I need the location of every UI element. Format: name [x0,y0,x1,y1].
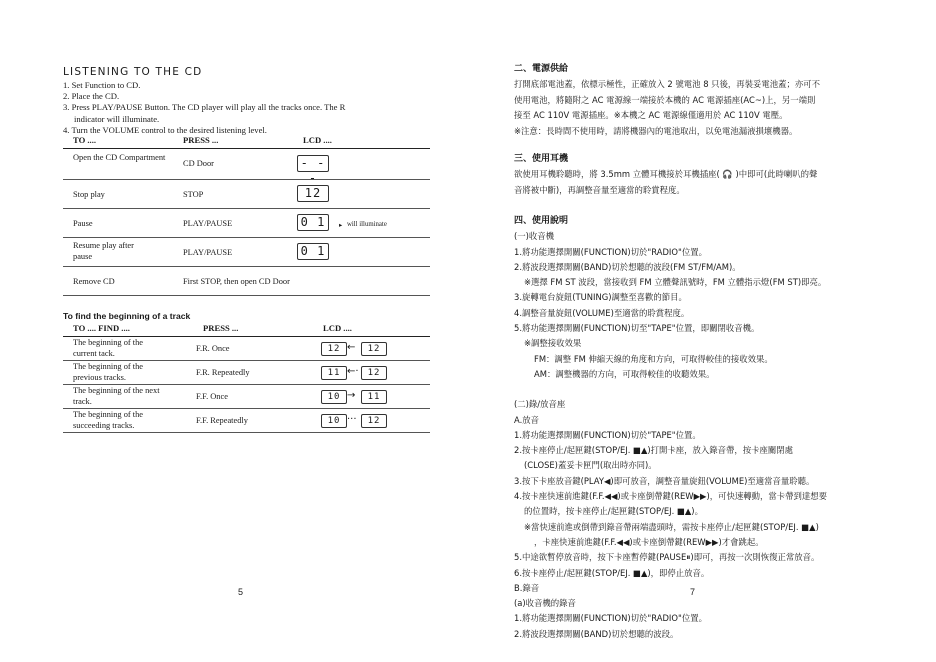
step-3: 3. Press PLAY/PAUSE Button. The CD player will play all the tracks once. The R [63,102,346,113]
table-header [63,135,430,149]
col-press: PRESS ... [203,323,239,333]
step-1: 1. Set Function to CD. [63,80,141,90]
row-press: First STOP, then open CD Door [183,277,290,286]
row-press: PLAY/PAUSE [183,219,233,228]
power-section [514,62,876,139]
text-line: B.錄音 [514,582,540,593]
section-title: 二、電源供給 [514,64,569,74]
text-line: A.放音 [514,414,539,425]
text-line: 6.按卡座停止/起匣鍵(STOP/EJ. ■▲)，即停止放音。 [514,567,710,578]
row-press: CD Door [183,159,214,168]
text-line: 4.調整音量旋鈕(VOLUME)至適當的聆賞程度。 [514,307,690,318]
text-line: 1.將功能選擇開關(FUNCTION)切於"RADIO"位置。 [514,613,707,624]
table-row [63,409,430,433]
text-line: (一)收音機 [514,231,555,242]
row-press: PLAY/PAUSE [183,248,233,257]
cd-operations-table [63,135,430,296]
text-line: 2.按卡座停止/起匣鍵(STOP/EJ. ■▲)打開卡座，放入錄音帶，按卡座關閉處 [514,445,794,456]
row-to: Pause [73,219,93,228]
text-line: ，卡座快速前進鍵(F.F.◀◀)或卡座倒帶鍵(REW▶▶)才會跳起。 [534,536,764,547]
text-line: 打開底部電池蓋，依標示極性，正確放入 2 號電池 8 只後，再裝妥電池蓋；亦可不 [514,79,821,90]
row-press: F.R. Repeatedly [196,368,250,377]
step-3-cont: indicator will illuminate. [74,113,160,124]
lcd-from: 10 [321,414,347,428]
col-lcd: LCD .... [323,323,352,333]
row-press: F.F. Once [196,392,228,401]
text-line: ※調整接收效果 [524,338,582,349]
row-press: STOP [183,190,204,199]
section-title: 四、使用說明 [514,216,569,226]
spacer-line [514,382,876,397]
illuminate-note: will illuminate [347,221,387,228]
text-line: ※選擇 FM ST 波段，當接收到 FM 立體聲訊號時，FM 立體指示燈(FM ST)即亮。 [524,277,827,288]
table-header [63,323,430,337]
text-line: 5.中途欲暫停放音時，按下卡座暫停鍵(PAUSE⏸)即可，再按一次則恢復正常放音。 [514,552,820,563]
row-to: Stop play [73,190,105,199]
row-to: Open the CD Compartment [73,153,166,162]
text-line: FM：調整 FM 伸縮天線的角度和方向，可取得較佳的接收效果。 [534,353,773,364]
col-to: TO .... [73,135,97,145]
row-to: The beginning of the succeeding tracks. [73,410,144,430]
lcd-from: 10 [321,390,347,404]
usage-section [514,214,876,642]
table-row [63,361,430,385]
table-row [63,337,430,361]
col-to-find: TO .... FIND .... [73,323,130,333]
lcd-display: - - - [297,155,329,172]
col-press: PRESS ... [183,135,219,145]
text-line: 接至 AC 110V 電源插座。※本機之 AC 電源線僅適用於 AC 110V 電壓。 [514,110,788,121]
row-press: F.R. Once [196,344,230,353]
row-to: The beginning of the current tack. [73,338,144,358]
row-to: The beginning of the previous tracks. [73,362,144,382]
play-indicator-icon: ▸ [339,222,343,229]
subheading: To find the beginning of a track [63,311,191,321]
page-number: 5 [238,587,244,597]
dots-arrow-icon: ··· [347,414,357,425]
lcd-to: 12 [361,414,387,428]
text-line: 音將被中斷)，再調整音量至適當的聆賞程度。 [514,184,685,195]
table-row [63,385,430,409]
lcd-to: 11 [361,390,387,404]
table-row [63,149,430,185]
lcd-from: 12 [321,342,347,356]
text-line: 4.按卡座快速前進鍵(F.F.◀◀)或卡座倒帶鍵(REW▶▶)，可快速轉動，當卡帶到達想要 [514,491,827,502]
arrow-left-icon: ← [347,342,356,353]
lcd-from: 11 [321,366,347,380]
text-line: ※注意：長時間不使用時，請將機器內的電池取出，以免電池漏液損壞機器。 [514,125,798,136]
lcd-to: 12 [361,366,387,380]
row-to: Resume play after pause [73,241,134,261]
table-row [63,267,430,296]
text-line: 2.將波段選擇開關(BAND)切於想聽的波段(FM ST/FM/AM)。 [514,261,741,272]
text-line: (二)錄/放音座 [514,399,566,410]
table-row [63,209,430,238]
text-line: ※當快速前進或倒帶到錄音帶兩端盡頭時，需按卡座停止/起匣鍵(STOP/EJ. ■▲) [524,521,819,532]
table-row [63,238,430,267]
row-press: F.F. Repeatedly [196,416,248,425]
text-line: (CLOSE)蓋妥卡匣門(取出時亦同)。 [524,460,657,471]
row-to: Remove CD [73,277,115,286]
text-line: 3.按下卡座放音鍵(PLAY◀)即可放音，調整音量旋鈕(VOLUME)至適當音量聆聽。 [514,475,815,486]
text-line: 欲使用耳機聆聽時，將 3.5mm 立體耳機接於耳機插座( 🎧 )中即可(此時喇叭的聲 [514,169,818,180]
arrow-left-icon: ←· [347,366,359,377]
section-heading: LISTENING TO THE CD [63,66,203,78]
lcd-to: 12 [361,342,387,356]
page-number-right: 7 [690,587,696,597]
find-track-table [63,323,430,433]
row-to: The beginning of the next track. [73,386,160,406]
text-line: 1.將功能選擇開關(FUNCTION)切於"TAPE"位置。 [514,429,701,440]
lcd-display: 12 [297,185,329,202]
text-line: 5.將功能選擇開關(FUNCTION)切至"TAPE"位置，即關閉收音機。 [514,323,760,334]
steps-list [63,80,423,136]
text-line: 使用電池，將隨附之 AC 電源線一端接於本機的 AC 電源插座(AC~)上，另一端則 [514,94,816,105]
text-line: 1.將功能選擇開關(FUNCTION)切於"RADIO"位置。 [514,246,707,257]
text-line: 的位置時，按卡座停止/起匣鍵(STOP/EJ. ■▲)。 [524,506,703,517]
table-row [63,180,430,209]
text-line: 2.將波段選擇開關(BAND)切於想聽的波段。 [514,628,679,639]
lcd-display: 0 1 [297,243,329,260]
step-2: 2. Place the CD. [63,91,120,102]
headphone-section [514,152,876,198]
step-4: 4. Turn the VOLUME control to the desired listening level. [63,124,267,135]
lcd-display: 0 1 [297,214,329,231]
text-line: 3.旋轉電台旋鈕(TUNING)調整至喜歡的節目。 [514,292,687,303]
text-line: (a)收音機的錄音 [514,598,576,609]
arrow-right-icon: → [347,390,356,401]
text-line: AM：調整機器的方向，可取得較佳的收聽效果。 [534,368,715,379]
col-lcd: LCD .... [303,135,332,145]
section-title: 三、使用耳機 [514,154,569,164]
